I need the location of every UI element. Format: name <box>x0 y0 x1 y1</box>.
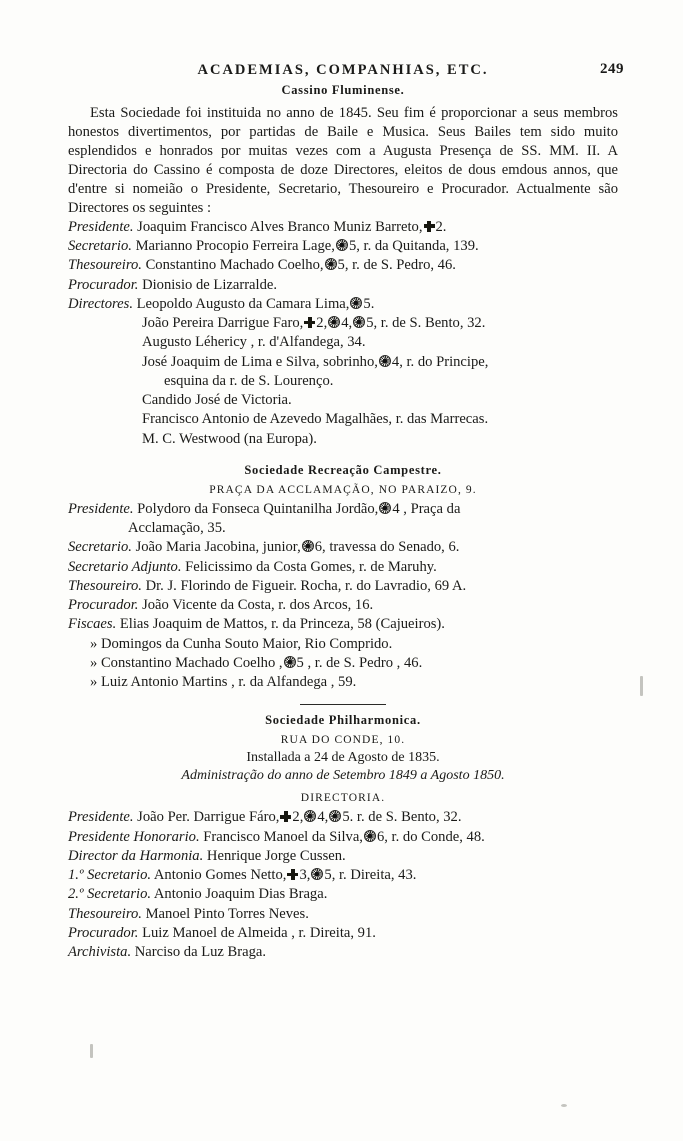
section-administration: Administração do anno de Setembro 1849 a Agosto 1850. <box>181 768 505 784</box>
entry-text: João Vicente da Costa, r. dos Arcos, 16. <box>142 597 374 614</box>
rosette-icon <box>284 656 296 668</box>
entry-text: Polydoro da Fonseca Quintanilha Jordão, <box>137 500 379 517</box>
entry-label: Directores. <box>68 295 133 312</box>
page-speck <box>640 676 643 696</box>
entry-text-after: 5, r. da Quitanda, 139. <box>348 238 479 255</box>
entry-label: Procurador. <box>68 276 139 293</box>
section-address-philharmonica: RUA DO CONDE, 10. <box>280 734 406 747</box>
fiscal-text-after: 5 , r. de S. Pedro , 46. <box>296 654 423 671</box>
entry-text: Dr. J. Florindo de Figueir. Rocha, r. do Lavradio, 69 A. <box>145 577 467 594</box>
section-installed: Installada a 24 de Agosto de 1835. <box>246 750 440 766</box>
entry-text: Narciso da Luz Braga. <box>134 944 267 961</box>
entry-label: Presidente. <box>68 218 134 235</box>
entry-label: Presidente Honorario. <box>68 828 200 845</box>
entry-text: Francisco Manoel da Silva, <box>203 828 363 845</box>
rosette-icon <box>364 830 376 842</box>
entry-label: Presidente. <box>68 809 134 826</box>
entry-label: 2.º Secretario. <box>68 886 152 903</box>
entry-label: Thesoureiro. <box>68 577 142 594</box>
entry-label: Fiscaes. <box>68 616 117 633</box>
cross-icon <box>424 221 435 232</box>
entry-label: Thesoureiro. <box>68 905 142 922</box>
entry-text: Elias Joaquim de Mattos, r. da Princeza, 58 (Cajueiros). <box>119 616 445 633</box>
entry-text: Joaquim Francisco Alves Branco Muniz Barreto, <box>137 218 423 235</box>
rosette-icon <box>325 258 337 270</box>
entry-text: Antonio Joaquim Dias Braga. <box>153 886 328 903</box>
rosette-icon <box>336 239 348 251</box>
director-line-cont: esquina da r. de S. Lourenço. <box>164 372 334 389</box>
director-line: João Pereira Darrigue Faro, 2, 4, 5, r. de S. Bento, 32. <box>142 315 486 332</box>
rosette-icon <box>350 297 362 309</box>
cross-icon <box>287 869 298 880</box>
cross-icon <box>280 811 291 822</box>
fiscal-text: Constantino Machado Coelho , <box>100 654 283 671</box>
entry-label: Archivista. <box>68 944 132 961</box>
entry-text: Dionisio de Lizarralde. <box>142 276 278 293</box>
page-content <box>68 61 624 962</box>
entry-archivista <box>68 943 618 962</box>
entry-presidente <box>68 500 618 519</box>
entry-procurador <box>68 596 618 615</box>
entry-director-harmonia <box>68 847 618 866</box>
entry-procurador <box>68 276 618 295</box>
entry-text: Manoel Pinto Torres Neves. <box>145 905 309 922</box>
directorate-label: DIRECTORIA. <box>300 792 386 805</box>
director-line: José Joaquim de Lima e Silva, sobrinho, 4, r. do Principe, <box>142 353 489 370</box>
director-line: Augusto Léhericy , r. d'Alfandega, 34. <box>142 334 366 351</box>
entry-label: Secretario. <box>68 238 132 255</box>
rosette-icon <box>328 316 340 328</box>
list-marker: » <box>90 635 98 652</box>
entry-label: Presidente. <box>68 500 134 517</box>
page-title: ACADEMIAS, COMPANHIAS, ETC. <box>197 62 489 78</box>
fiscal-text: Luiz Antonio Martins , r. da Alfandega , 59. <box>100 674 357 691</box>
entry-presidente: Presidente. João Per. Darrigue Fáro, 2, 4, 5. r. de S. Bento, 32. <box>68 809 462 826</box>
fiscal-text: Domingos da Cunha Souto Maior, Rio Comprido. <box>100 635 393 652</box>
entry-label: Director da Harmonia. <box>68 847 204 864</box>
running-head <box>68 61 624 79</box>
fiscal-line <box>68 654 618 673</box>
rosette-icon <box>353 316 365 328</box>
rosette-icon <box>311 868 323 880</box>
section-paragraph-cassino: Esta Sociedade foi instituida no anno de 1845. Seu fim é proporcionar a seus membros honestos divertimentos, por partidas de Baile e Musica. Seus Bailes tem sido muito esplendidos e honrados por muitas vezes com a Augusta Presença de SS. MM. II. A Directoria do Cassino é composta de doze Directores, eleitos de dous emdous annos, que d'entre si nomeião o Presidente, Secretario, Thesoureiro e Procurador. Actualmente são Directores os seguintes : <box>68 105 618 216</box>
list-marker: » <box>90 654 98 671</box>
entry-presidente-honorario <box>68 828 618 847</box>
entry-presidente-cont: Acclamação, 35. <box>128 520 226 537</box>
cross-icon <box>304 317 315 328</box>
director-line: M. C. Westwood (na Europa). <box>142 430 317 447</box>
rosette-icon <box>329 810 341 822</box>
entry-text-after: 6, r. do Conde, 48. <box>376 828 485 845</box>
page-speck <box>561 1104 567 1107</box>
entry-thesoureiro <box>68 256 618 275</box>
entry-thesoureiro <box>68 905 618 924</box>
entry-text-after: 5, r. de S. Pedro, 46. <box>337 257 456 274</box>
entry-secretario <box>68 538 618 557</box>
rosette-icon <box>304 810 316 822</box>
section-title-cassino: Cassino Fluminense. <box>281 83 405 97</box>
entry-label: Procurador. <box>68 924 139 941</box>
entry-secretario <box>68 237 618 256</box>
entry-text: João Maria Jacobina, junior, <box>135 539 301 556</box>
section-address-recreacao: PRAÇA DA ACCLAMAÇÃO, NO PARAIZO, 9. <box>209 483 477 496</box>
entry-primeiro-secretario: 1.º Secretario. Antonio Gomes Netto, 3, 5, r. Direita, 43. <box>68 867 417 884</box>
fiscal-line <box>68 673 618 692</box>
page-speck <box>90 1044 93 1058</box>
entry-label: Thesoureiro. <box>68 257 142 274</box>
entry-label: Procurador. <box>68 597 139 614</box>
entry-text-after: 5. <box>363 295 375 312</box>
page-number: 249 <box>600 61 624 77</box>
rosette-icon <box>379 355 391 367</box>
entry-label: Secretario. <box>68 539 132 556</box>
entry-presidente <box>68 218 618 237</box>
entry-label: 1.º Secretario. <box>68 867 152 884</box>
entry-text-after: 6, travessa do Senado, 6. <box>314 539 460 556</box>
entry-fiscaes <box>68 615 618 634</box>
section-title-recreacao: Sociedade Recreação Campestre. <box>244 462 442 477</box>
entry-procurador <box>68 924 618 943</box>
rosette-icon <box>379 502 391 514</box>
entry-text: Leopoldo Augusto da Camara Lima, <box>136 295 350 312</box>
entry-directores <box>68 295 618 314</box>
entry-text: Marianno Procopio Ferreira Lage, <box>135 238 335 255</box>
entry-secretario-adjunto <box>68 558 618 577</box>
entry-thesoureiro <box>68 577 618 596</box>
list-marker: » <box>90 674 98 691</box>
director-line: Francisco Antonio de Azevedo Magalhães, r. das Marrecas. <box>142 411 489 428</box>
section-divider <box>300 704 386 705</box>
fiscal-line <box>68 635 618 654</box>
entry-label: Secretario Adjunto. <box>68 558 182 575</box>
section-title-philharmonica: Sociedade Philharmonica. <box>265 713 421 728</box>
entry-text-after: 4 , Praça da <box>392 500 461 517</box>
entry-segundo-secretario <box>68 885 618 904</box>
entry-text-after: 2. <box>435 218 447 235</box>
director-line: Candido José de Victoria. <box>142 392 292 409</box>
entry-text: Constantino Machado Coelho, <box>145 257 324 274</box>
rosette-icon <box>302 540 314 552</box>
entry-text: Felicissimo da Costa Gomes, r. de Maruhy. <box>185 558 437 575</box>
entry-text: Luiz Manoel de Almeida , r. Direita, 91. <box>142 924 376 941</box>
entry-text: Henrique Jorge Cussen. <box>206 847 346 864</box>
